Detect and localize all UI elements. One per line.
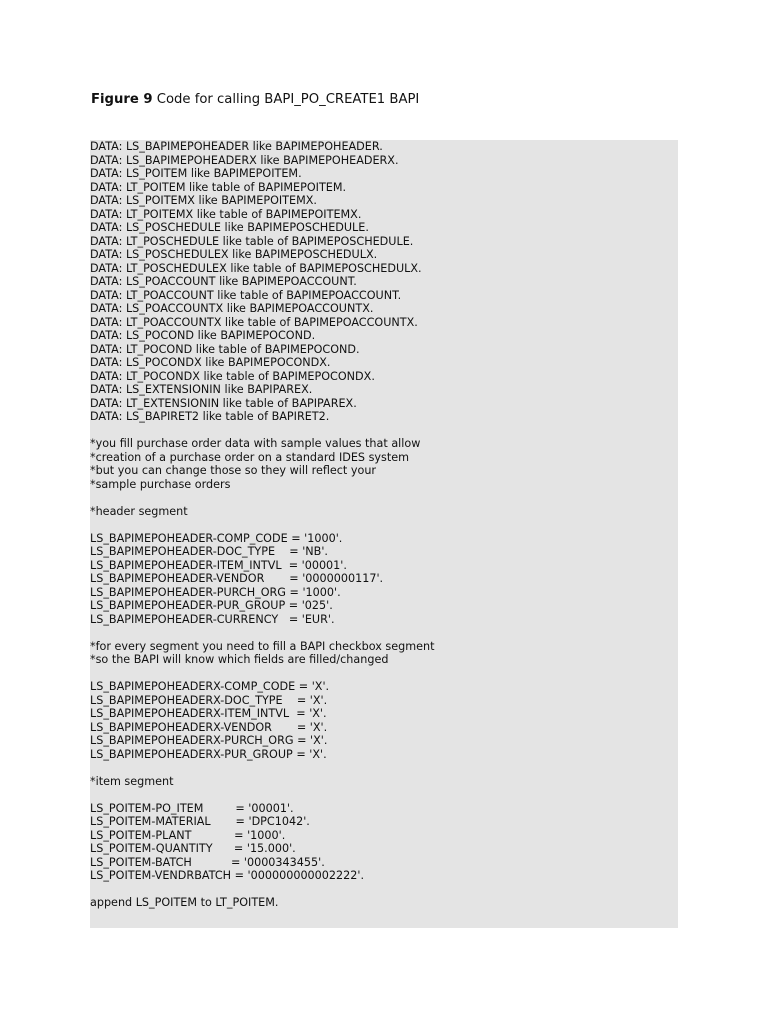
code-line: LS_BAPIMEPOHEADER-PURCH_ORG = '1000'.: [90, 585, 341, 599]
code-line: *header segment: [90, 504, 188, 518]
code-line: LS_BAPIMEPOHEADER-CURRENCY = 'EUR'.: [90, 612, 335, 626]
code-line: LS_BAPIMEPOHEADER-VENDOR = '0000000117'.: [90, 572, 384, 585]
code-blank-line: [90, 518, 678, 532]
code-line: DATA: LT_POACCOUNT like table of BAPIMEPOACCOUNT.: [90, 288, 402, 302]
code-blank-line: [90, 667, 678, 681]
code-blank-line: [90, 626, 678, 640]
code-line: DATA: LT_POITEM like table of BAPIMEPOITEM.: [90, 180, 347, 194]
code-line: DATA: LS_POITEMX like BAPIMEPOITEMX.: [90, 194, 317, 207]
code-line: DATA: LT_POITEMX like table of BAPIMEPOITEMX.: [90, 207, 362, 221]
code-line: DATA: LS_POSCHEDULEX like BAPIMEPOSCHEDULX.: [90, 248, 378, 261]
code-line: append LS_POITEM to LT_POITEM.: [90, 896, 279, 909]
code-line: LS_BAPIMEPOHEADERX-ITEM_INTVL = 'X'.: [90, 707, 327, 720]
code-line: DATA: LT_POACCOUNTX like table of BAPIMEPOACCOUNTX.: [90, 315, 418, 329]
code-line: DATA: LS_BAPIRET2 like table of BAPIRET2.: [90, 410, 330, 423]
code-line: DATA: LT_POSCHEDULEX like table of BAPIMEPOSCHEDULX.: [90, 261, 422, 275]
code-line: *item segment: [90, 774, 174, 788]
figure-title: Code for calling BAPI_PO_CREATE1 BAPI: [152, 92, 420, 107]
code-line: *for every segment you need to fill a BAPI checkbox segment: [90, 639, 435, 653]
code-line: DATA: LS_BAPIMEPOHEADER like BAPIMEPOHEADER.: [90, 140, 383, 153]
code-blank-line: [90, 424, 678, 438]
code-line: *sample purchase orders: [90, 477, 231, 491]
code-line: DATA: LS_EXTENSIONIN like BAPIPAREX.: [90, 383, 313, 396]
code-line: LS_BAPIMEPOHEADERX-VENDOR = 'X'.: [90, 720, 328, 734]
figure-label: Figure 9: [91, 92, 153, 107]
figure-caption: [91, 92, 419, 108]
code-line: DATA: LT_POCONDX like table of BAPIMEPOCONDX.: [90, 369, 375, 383]
code-line: LS_POITEM-MATERIAL = 'DPC1042'.: [90, 815, 310, 828]
code-line: DATA: LS_POITEM like BAPIMEPOITEM.: [90, 167, 302, 180]
code-line: DATA: LS_BAPIMEPOHEADERX like BAPIMEPOHEADERX.: [90, 153, 399, 167]
code-line: DATA: LT_POCOND like table of BAPIMEPOCOND.: [90, 342, 360, 356]
code-blank-line: [90, 491, 678, 505]
code-line: LS_POITEM-QUANTITY = '15.000'.: [90, 842, 296, 855]
code-line: LS_BAPIMEPOHEADERX-PUR_GROUP = 'X'.: [90, 747, 327, 761]
code-line: DATA: LS_POCOND like BAPIMEPOCOND.: [90, 329, 316, 342]
code-line: *you fill purchase order data with sample values that allow: [90, 437, 421, 450]
code-line: DATA: LT_POSCHEDULE like table of BAPIMEPOSCHEDULE.: [90, 234, 414, 248]
code-line: *creation of a purchase order on a standard IDES system: [90, 450, 410, 464]
code-line: LS_BAPIMEPOHEADER-COMP_CODE = '1000'.: [90, 531, 343, 545]
code-line: LS_POITEM-PLANT = '1000'.: [90, 828, 286, 842]
code-line: LS_BAPIMEPOHEADER-DOC_TYPE = 'NB'.: [90, 545, 328, 558]
code-blank-line: [90, 788, 678, 802]
code-line: LS_BAPIMEPOHEADER-PUR_GROUP = '025'.: [90, 599, 333, 612]
code-line: LS_POITEM-BATCH = '0000343455'.: [90, 855, 325, 869]
code-line: *but you can change those so they will reflect your: [90, 464, 377, 477]
code-line: *so the BAPI will know which fields are filled/changed: [90, 653, 389, 666]
code-line: DATA: LS_POACCOUNTX like BAPIMEPOACCOUNTX.: [90, 302, 374, 315]
code-blank-line: [90, 761, 678, 775]
code-line: DATA: LS_POCONDX like BAPIMEPOCONDX.: [90, 356, 331, 369]
code-line: LS_BAPIMEPOHEADERX-DOC_TYPE = 'X'.: [90, 693, 328, 707]
code-listing: [90, 140, 678, 928]
code-line: LS_BAPIMEPOHEADERX-PURCH_ORG = 'X'.: [90, 734, 328, 747]
code-line: DATA: LS_POACCOUNT like BAPIMEPOACCOUNT.: [90, 275, 357, 288]
code-blank-line: [90, 883, 678, 897]
code-line: DATA: LT_EXTENSIONIN like table of BAPIPAREX.: [90, 396, 357, 410]
code-line: DATA: LS_POSCHEDULE like BAPIMEPOSCHEDULE.: [90, 221, 369, 234]
code-line: LS_POITEM-VENDRBATCH = '000000000002222'.: [90, 869, 365, 882]
code-line: LS_BAPIMEPOHEADERX-COMP_CODE = 'X'.: [90, 680, 330, 693]
code-line: LS_POITEM-PO_ITEM = '00001'.: [90, 801, 294, 815]
code-line: LS_BAPIMEPOHEADER-ITEM_INTVL = '00001'.: [90, 558, 347, 572]
